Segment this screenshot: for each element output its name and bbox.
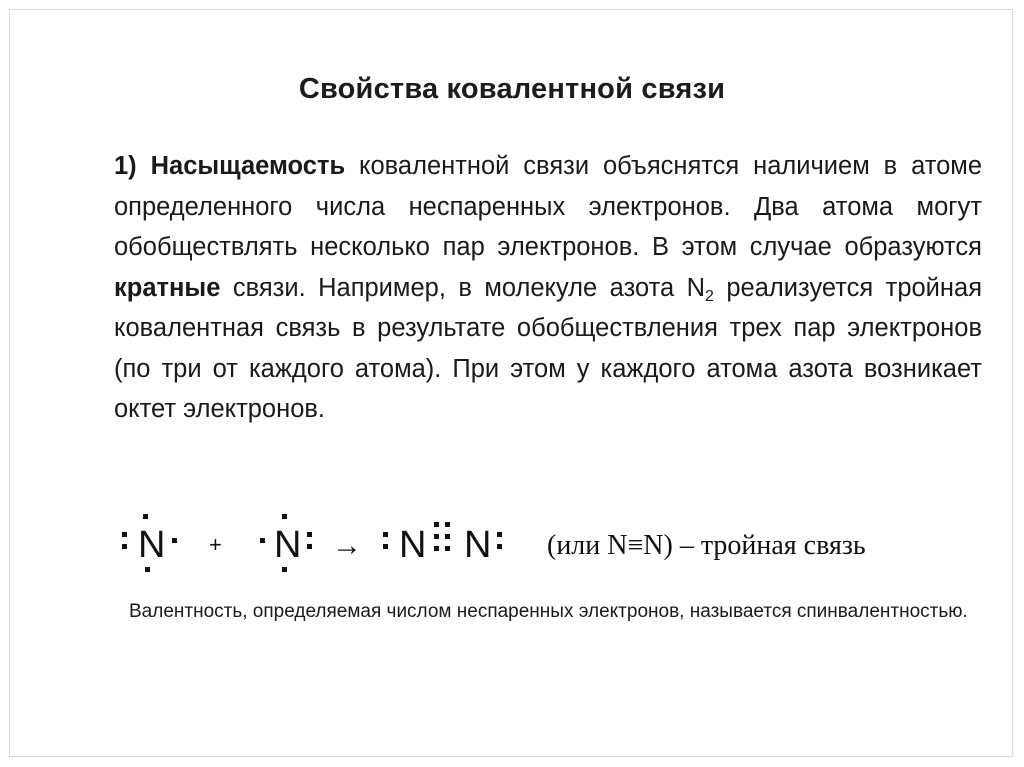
term-multiple: кратные xyxy=(114,273,221,302)
electron-dot xyxy=(122,532,127,537)
electron-dot xyxy=(497,532,502,537)
atom-symbol-2: N xyxy=(274,524,302,566)
atom-symbol-1: N xyxy=(138,524,166,566)
electron-dot xyxy=(143,514,148,519)
item-number: 1) xyxy=(114,152,137,180)
lewis-structure-diagram xyxy=(112,510,552,582)
footnote: Валентность, определяемая числом неспаренных электронов, называется спинвалентностью. xyxy=(129,601,968,622)
paragraph-text-3: реализуется тройная ковалентная связь в результате обобществления трех пар электронов (по три от каждого атома). При этом у каждого атома азота возникает октет электронов. xyxy=(114,273,982,423)
electron-dot xyxy=(434,522,439,527)
electron-dot xyxy=(445,534,450,539)
nitrogen-atom-1 xyxy=(122,514,177,572)
nitrogen-atom-2 xyxy=(260,514,312,572)
term-saturation: Насыщаемость xyxy=(150,152,346,180)
formula-note: (или N≡N) – тройная связь xyxy=(547,530,866,561)
electron-dot xyxy=(307,532,312,537)
electron-dot xyxy=(497,544,502,549)
electron-dot xyxy=(434,546,439,551)
plus-sign: + xyxy=(209,532,222,557)
subscript-2: 2 xyxy=(705,287,714,305)
electron-dot xyxy=(445,522,450,527)
molecule-atom-1: N xyxy=(399,524,427,566)
electron-dot xyxy=(434,534,439,539)
nitrogen-molecule xyxy=(383,522,502,566)
paragraph-text-2: связи. Например, в молекуле азота N xyxy=(220,273,706,302)
reaction-arrow: → xyxy=(332,529,362,562)
electron-dot xyxy=(145,567,150,572)
electron-dot xyxy=(383,544,388,549)
slide-title: Свойства ковалентной связи xyxy=(298,73,726,105)
paragraph-text-1: ковалентной связи объяснятся наличием в атоме определенного числа неспаренных электронов. Два атома могут обобществлять несколько пар электронов. В этом случае образуются xyxy=(114,152,982,261)
electron-dot xyxy=(172,538,177,543)
electron-dot xyxy=(122,544,127,549)
electron-dot xyxy=(282,567,287,572)
molecule-atom-2: N xyxy=(464,524,492,566)
electron-dot xyxy=(383,532,388,537)
electron-dot xyxy=(445,546,450,551)
electron-dot xyxy=(260,538,265,543)
main-paragraph xyxy=(114,146,982,430)
electron-dot xyxy=(282,514,287,519)
electron-dot xyxy=(307,544,312,549)
